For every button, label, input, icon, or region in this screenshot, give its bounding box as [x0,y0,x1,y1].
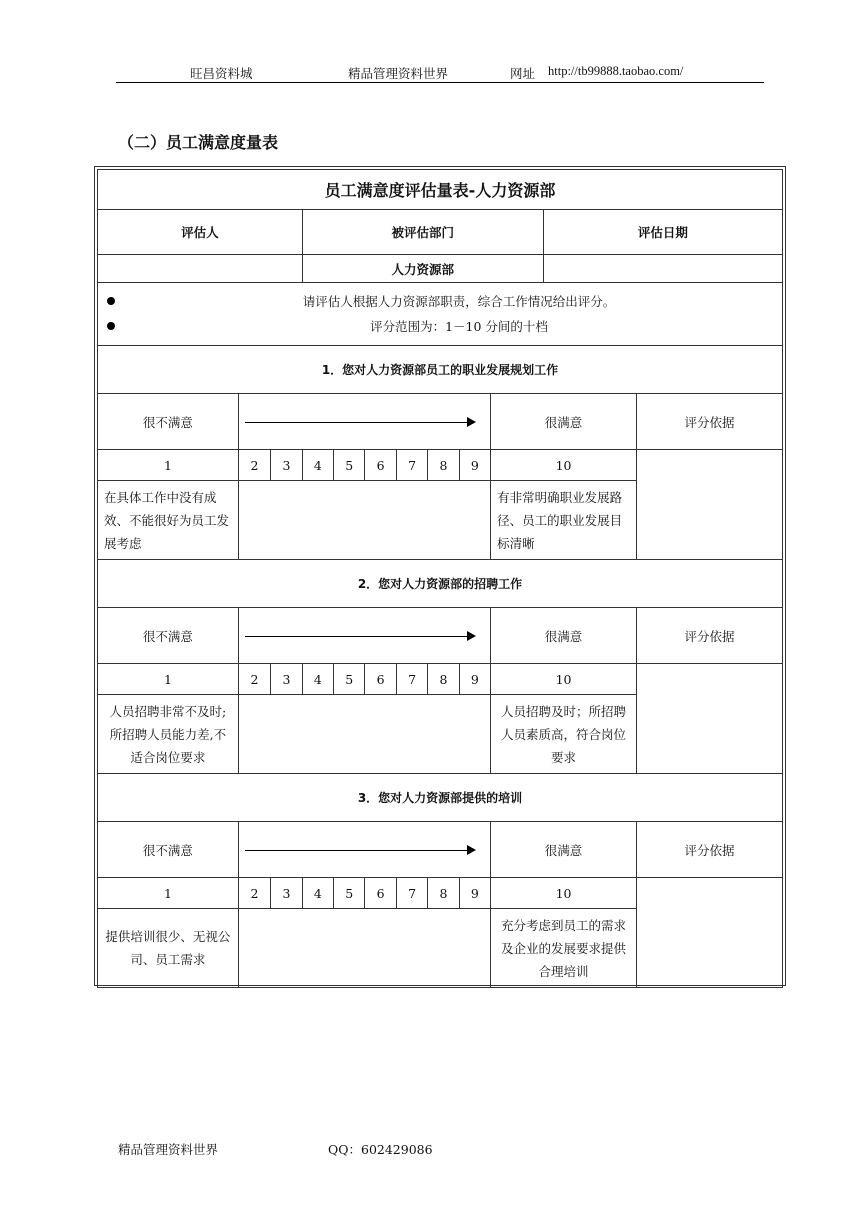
score-option[interactable]: 6 [365,664,396,695]
score-option[interactable]: 10 [491,664,637,695]
page-footer [118,1140,518,1160]
score-option[interactable]: 7 [396,878,427,909]
score-option[interactable]: 4 [302,664,333,695]
score-option[interactable]: 3 [271,878,302,909]
header-site-label: 网址 [510,66,536,81]
score-option[interactable]: 4 [302,450,333,481]
evaluation-table [97,169,783,988]
low-description-text: 提供培训很少、无视公司、员工需求 [105,929,231,967]
score-option[interactable]: 1 [98,450,239,481]
score-option[interactable]: 7 [396,450,427,481]
instruction-item [98,314,782,339]
score-option[interactable]: 6 [365,878,396,909]
scale-arrow [238,394,490,450]
high-description [491,481,637,560]
instruction-text: 请评估人根据人力资源部职责，综合工作情况给出评分。 [302,294,616,309]
date-header: 评估日期 [543,210,782,255]
high-description-text: 充分考虑到员工的需求及企业的发展要求提供合理培训 [501,917,627,979]
basis-field[interactable] [636,450,782,560]
department-value: 人力资源部 [302,255,543,283]
form-title: 员工满意度评估量表-人力资源部 [98,170,783,210]
basis-field[interactable] [636,878,782,988]
bullet-icon [107,297,115,305]
date-field[interactable] [543,255,782,283]
high-description-text: 人员招聘及时；所招聘人员素质高，符合岗位要求 [501,703,627,765]
instructions [98,283,783,346]
arrow-right-icon [467,631,476,641]
high-label: 很满意 [491,394,637,450]
score-option[interactable]: 3 [271,664,302,695]
score-option[interactable]: 9 [459,878,490,909]
score-option[interactable]: 8 [428,664,459,695]
score-option[interactable]: 1 [98,878,239,909]
evaluation-form [94,166,786,986]
middle-blank [238,695,490,774]
score-option[interactable]: 3 [271,450,302,481]
high-description [491,695,637,774]
arrow-line [245,636,468,638]
score-option[interactable]: 10 [491,878,637,909]
high-description-text: 有非常明确职业发展路径、员工的职业发展目标清晰 [497,489,623,551]
arrow-right-icon [467,845,476,855]
instruction-item [98,289,782,314]
low-description [98,481,239,560]
middle-blank [238,481,490,560]
score-option[interactable]: 6 [365,450,396,481]
bullet-icon [107,322,115,330]
low-description-text: 在具体工作中没有成效、不能很好为员工发展考虑 [104,489,230,551]
question-title: 2．您对人力资源部的招聘工作 [98,560,783,608]
score-option[interactable]: 8 [428,878,459,909]
score-option[interactable]: 2 [238,664,270,695]
score-option[interactable]: 7 [396,664,427,695]
section-title: （二）员工满意度量表 [118,133,279,152]
arrow-line [245,850,468,852]
header-world-name: 精品管理资料世界 [348,66,449,81]
score-option[interactable]: 2 [238,878,270,909]
department-header: 被评估部门 [302,210,543,255]
score-option[interactable]: 5 [334,878,365,909]
low-description-text: 人员招聘非常不及时;所招聘人员能力差,不适合岗位要求 [109,703,227,765]
question-title: 1．您对人力资源部员工的职业发展规划工作 [98,346,783,394]
score-option[interactable]: 9 [459,450,490,481]
assessor-header: 评估人 [98,210,303,255]
basis-field[interactable] [636,664,782,774]
basis-label: 评分依据 [636,608,782,664]
basis-label: 评分依据 [636,822,782,878]
scale-arrow [238,608,490,664]
low-description [98,909,239,988]
header-site-url[interactable]: http://tb99888.taobao.com/ [548,64,684,78]
low-label: 很不满意 [98,822,239,878]
arrow-right-icon [467,417,476,427]
assessor-field[interactable] [98,255,303,283]
high-label: 很满意 [491,608,637,664]
score-option[interactable]: 9 [459,664,490,695]
score-option[interactable]: 1 [98,664,239,695]
score-option[interactable]: 8 [428,450,459,481]
instruction-text: 评分范围为：1－10 分间的十档 [370,319,548,334]
scale-arrow [238,822,490,878]
page-header [116,62,764,83]
question-title: 3．您对人力资源部提供的培训 [98,774,783,822]
footer-qq: QQ：602429086 [328,1142,433,1157]
low-label: 很不满意 [98,608,239,664]
arrow-line [245,422,468,424]
score-option[interactable]: 5 [334,664,365,695]
low-description [98,695,239,774]
footer-world-name: 精品管理资料世界 [118,1142,219,1157]
basis-label: 评分依据 [636,394,782,450]
middle-blank [238,909,490,988]
score-option[interactable]: 2 [238,450,270,481]
high-description [491,909,637,988]
low-label: 很不满意 [98,394,239,450]
score-option[interactable]: 4 [302,878,333,909]
score-option[interactable]: 5 [334,450,365,481]
high-label: 很满意 [491,822,637,878]
header-shop-name: 旺昌资料城 [190,66,253,81]
score-option[interactable]: 10 [491,450,637,481]
